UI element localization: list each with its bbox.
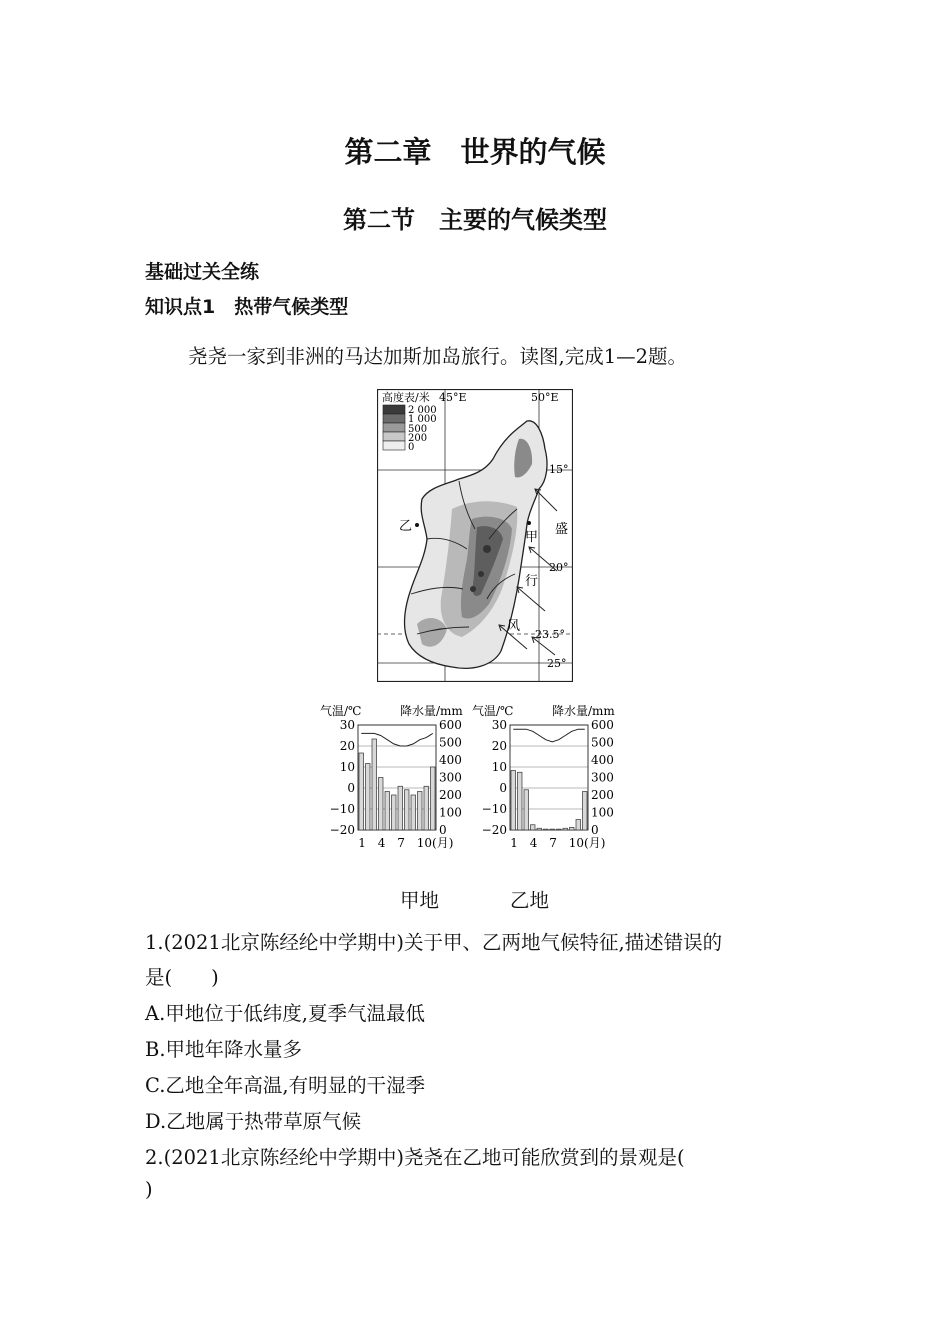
precip-bar [431, 767, 436, 830]
precip-tick-label: 400 [591, 753, 614, 767]
precip-bar [576, 820, 581, 831]
legend-title: 高度表/米 [382, 391, 430, 404]
temp-tick-label: 10 [339, 760, 355, 774]
temp-tick-label: 20 [491, 739, 507, 753]
chapter-title: 第二章 世界的气候 [344, 135, 606, 169]
precip-tick-label: 400 [439, 753, 462, 767]
question-2-stem-line1: 2.(2021北京陈经纶中学期中)尧尧在乙地可能欣赏到的景观是( [145, 1146, 685, 1169]
question-1-option-b: B.甲地年降水量多 [145, 1038, 303, 1061]
x-tick-label: 1 [358, 836, 366, 850]
precip-bar [518, 772, 523, 830]
question-1-stem-line2: 是( ) [145, 966, 219, 989]
question-1-stem-line1: 1.(2021北京陈经纶中学期中)关于甲、乙两地气候特征,描述错误的 [145, 931, 723, 954]
x-tick-label: 1 [510, 836, 518, 850]
precip-bar [511, 771, 516, 831]
precip-tick-label: 0 [439, 823, 447, 837]
precip-bar [398, 786, 403, 830]
lat-label-23-5: 23.5° [535, 628, 565, 641]
precip-bar [544, 829, 549, 830]
wind-label-char-2: 行 [525, 574, 539, 589]
caption-yi: 乙地 [510, 889, 550, 912]
x-tick-label: 10(月) [568, 836, 606, 850]
precip-bar [583, 792, 588, 831]
heading-knowledge-point: 知识点1 热带气候类型 [145, 296, 349, 318]
lon-label-45: 45°E [439, 391, 467, 404]
question-1-option-a: A.甲地位于低纬度,夏季气温最低 [145, 1002, 425, 1025]
temp-tick-label: 30 [491, 718, 507, 732]
legend-item-500: 500 [408, 424, 428, 435]
precip-bar [537, 828, 542, 830]
precip-tick-label: 300 [439, 770, 462, 785]
question-1-option-d: D.乙地属于热带草原气候 [145, 1110, 362, 1133]
lat-label-20: 20° [549, 561, 569, 574]
climate-chart-yi [470, 700, 635, 860]
section-title: 第二节 主要的气候类型 [343, 206, 607, 234]
climate-chart-jia [318, 700, 478, 860]
precip-bar [359, 753, 364, 830]
precip-tick-label: 600 [591, 718, 614, 732]
lat-label-25: 25° [547, 657, 567, 670]
temp-tick-label: 20 [339, 739, 355, 753]
precip-bar [379, 778, 384, 831]
place-label-yi: 乙 [399, 519, 413, 534]
temp-tick-label: −20 [481, 823, 507, 837]
intro-paragraph: 尧尧一家到非洲的马达加斯加岛旅行。读图,完成1—2题。 [188, 345, 688, 368]
precip-bar [405, 790, 410, 830]
temp-tick-label: 0 [347, 781, 355, 795]
x-tick-label: 4 [377, 836, 386, 850]
precip-bar [531, 825, 536, 830]
wind-label-char-1: 盛 [555, 522, 569, 537]
temperature-line [513, 729, 585, 742]
precip-tick-label: 200 [591, 788, 614, 802]
precip-bar [563, 828, 568, 830]
heading-basic: 基础过关全练 [145, 261, 260, 283]
precip-bar [418, 792, 423, 831]
temp-tick-label: −10 [481, 802, 507, 816]
precip-bar [372, 739, 377, 830]
precip-bar [424, 786, 429, 830]
precip-bar [550, 829, 555, 830]
precip-tick-label: 300 [591, 770, 614, 785]
x-tick-label: 4 [529, 836, 538, 850]
question-2-stem-line2: ) [145, 1178, 153, 1201]
legend-item-2000: 2 000 [408, 405, 437, 416]
question-1-option-c: C.乙地全年高温,有明显的干湿季 [145, 1074, 426, 1097]
wind-label-char-3: 风 [507, 619, 521, 634]
x-tick-label: 7 [549, 836, 557, 850]
legend-item-200: 200 [408, 433, 428, 444]
precip-tick-label: 500 [439, 735, 462, 750]
precip-bar [557, 829, 562, 830]
precip-bar [385, 792, 390, 831]
precip-tick-label: 600 [439, 718, 462, 732]
place-label-jia: 甲 [525, 530, 539, 545]
temp-tick-label: 30 [339, 718, 355, 732]
precip-bar [411, 795, 416, 830]
precip-tick-label: 500 [591, 735, 614, 750]
legend-item-1000: 1 000 [408, 414, 437, 425]
ylabel-precipitation: 降水量/mm [552, 704, 615, 718]
precip-tick-label: 100 [591, 805, 614, 820]
temp-tick-label: 0 [499, 781, 507, 795]
temp-tick-label: −10 [329, 802, 355, 816]
precip-bar [570, 827, 575, 830]
precip-tick-label: 200 [439, 788, 462, 802]
precip-bar [366, 764, 371, 831]
x-tick-label: 10(月) [416, 836, 454, 850]
temp-tick-label: −20 [329, 823, 355, 837]
legend-item-0: 0 [408, 442, 415, 453]
madagascar-map [377, 389, 573, 682]
precip-tick-label: 0 [591, 823, 599, 837]
lat-label-15: 15° [549, 463, 569, 476]
precip-bar [392, 795, 397, 830]
temp-tick-label: 10 [491, 760, 507, 774]
ylabel-precipitation: 降水量/mm [400, 704, 463, 718]
x-tick-label: 7 [397, 836, 405, 850]
precip-bar [524, 790, 529, 830]
precip-tick-label: 100 [439, 805, 462, 820]
ylabel-temperature: 气温/℃ [320, 704, 362, 718]
lon-label-50: 50°E [531, 391, 559, 404]
ylabel-temperature: 气温/℃ [472, 704, 514, 718]
caption-jia: 甲地 [400, 889, 440, 912]
